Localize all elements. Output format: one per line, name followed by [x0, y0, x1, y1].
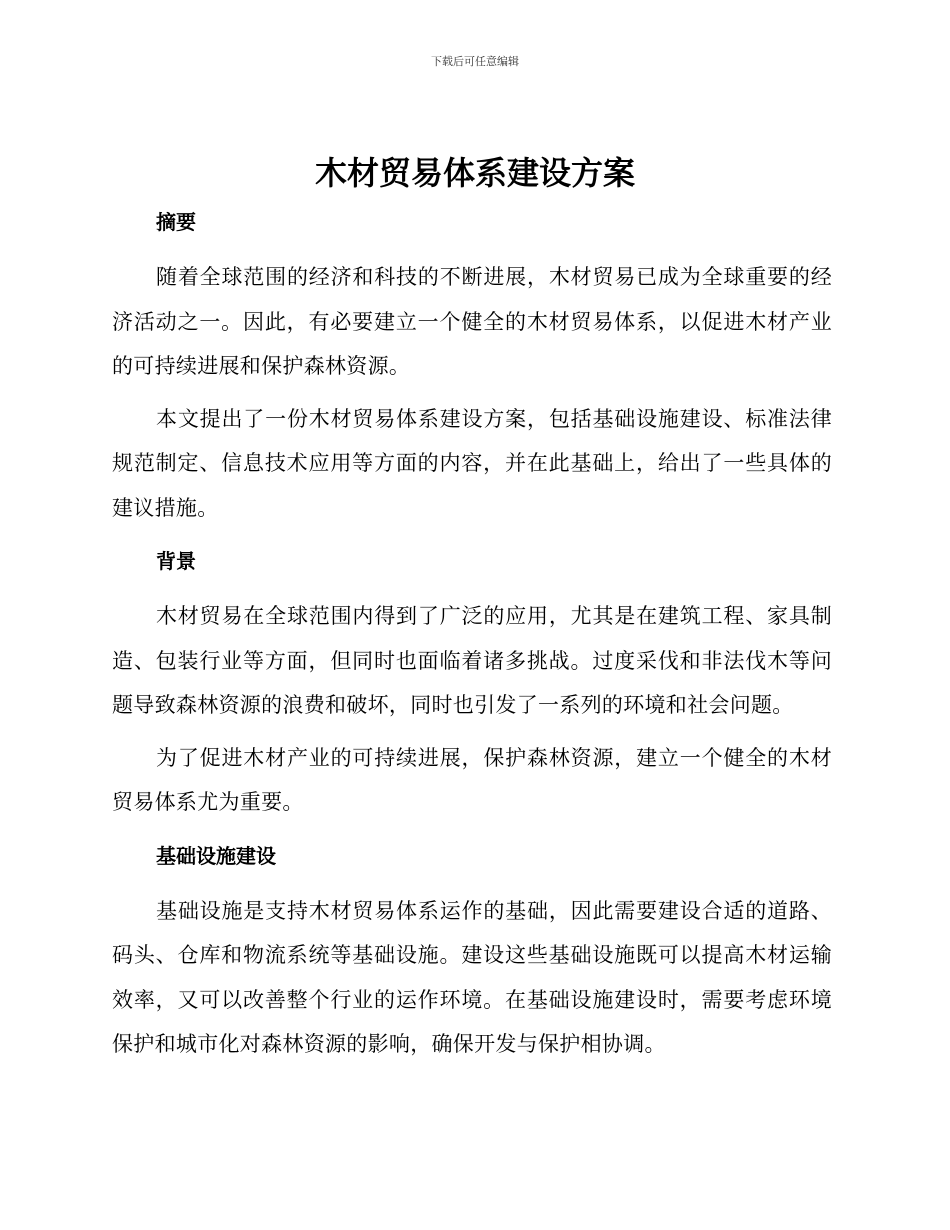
document-body — [112, 205, 832, 1081]
paragraph: 本文提出了一份木材贸易体系建设方案，包括基础设施建设、标准法律规范制定、信息技术应用等方面的内容，并在此基础上，给出了一些具体的建议措施。 — [112, 406, 832, 520]
paragraph: 随着全球范围的经济和科技的不断进展，木材贸易已成为全球重要的经济活动之一。因此，有必要建立一个健全的木材贸易体系，以促进木材产业的可持续进展和保护森林资源。 — [112, 265, 832, 378]
section-background — [112, 544, 832, 825]
section-heading: 摘要 — [156, 210, 196, 234]
document-title: 木材贸易体系建设方案 — [314, 154, 635, 192]
paragraph: 为了促进木材产业的可持续进展，保护森林资源，建立一个健全的木材贸易体系尤为重要。 — [112, 745, 832, 814]
section-abstract — [112, 205, 832, 530]
paragraph: 基础设施是支持木材贸易体系运作的基础，因此需要建设合适的道路、码头、仓库和物流系统等基础设施。建设这些基础设施既可以提高木材运输效率，又可以改善整个行业的运作环境。在基础设施建设时，需要考虑环境保护和城市化对森林资源的影响，确保开发与保护相协调。 — [112, 898, 832, 1056]
section-heading: 基础设施建设 — [156, 843, 276, 868]
section-infrastructure — [112, 839, 832, 1067]
page-header-note: 下载后可任意编辑 — [431, 55, 519, 68]
section-heading: 背景 — [156, 549, 196, 573]
paragraph: 木材贸易在全球范围内得到了广泛的应用，尤其是在建筑工程、家具制造、包装行业等方面，但同时也面临着诸多挑战。过度采伐和非法伐木等问题导致森林资源的浪费和破坏，同时也引发了一系列的环境和社会问题。 — [112, 604, 832, 717]
